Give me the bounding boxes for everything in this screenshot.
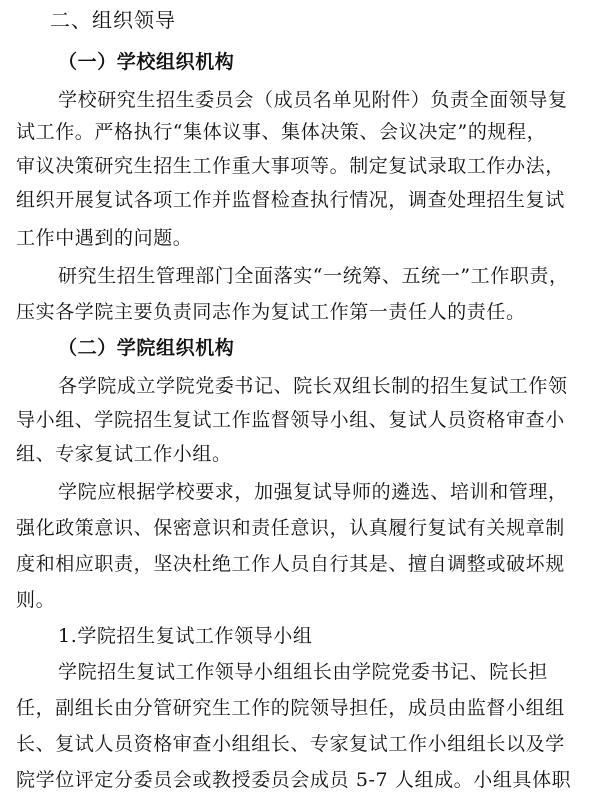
paragraph-line: 组织开展复试各项工作并监督检查执行情况，调查处理招生复试	[16, 189, 565, 211]
paragraph-line: 压实各学院主要负责同志作为复试工作第一责任人的责任。	[16, 301, 526, 323]
paragraph-line: 学院应根据学校要求，加强复试导师的遴选、培训和管理，	[58, 481, 568, 503]
paragraph-line: 学院招生复试工作领导小组组长由学院党委书记、院长担	[58, 661, 549, 683]
paragraph-line: 试工作。严格执行“集体议事、集体决策、会议决定”的规程，	[16, 121, 547, 143]
paragraph-line: 长、复试人员资格审查小组组长、专家复试工作小组组长以及学	[16, 733, 565, 755]
paragraph-line: 学校研究生招生委员会（成员名单见附件）负责全面领导复	[58, 89, 568, 111]
paragraph-line: 院学位评定分委员会或教授委员会成员 5-7 人组成。小组具体职	[16, 769, 572, 791]
subsection-heading-college: （二）学院组织机构	[58, 337, 235, 359]
paragraph-line: 各学院成立学院党委书记、院长双组长制的招生复试工作领	[58, 375, 568, 397]
paragraph-line: 研究生招生管理部门全面落实“一统筹、五统一”工作职责，	[58, 265, 569, 287]
section-heading: 二、组织领导	[50, 8, 176, 32]
paragraph-line: 工作中遇到的问题。	[16, 227, 193, 249]
item-heading: 1.学院招生复试工作领导小组	[58, 625, 313, 647]
paragraph-line: 度和相应职责，坚决杜绝工作人员自行其是、擅自调整或破坏规	[16, 553, 565, 575]
paragraph-line: 强化政策意识、保密意识和责任意识，认真履行复试有关规章制	[16, 517, 565, 539]
paragraph-line: 则。	[16, 589, 56, 611]
paragraph-line: 审议决策研究生招生工作重大事项等。制定复试录取工作办法，	[16, 155, 565, 177]
paragraph-line: 导小组、学院招生复试工作监督领导小组、复试人员资格审查小	[16, 409, 565, 431]
paragraph-line: 任，副组长由分管研究生工作的院领导担任，成员由监督小组组	[16, 697, 565, 719]
paragraph-line: 组、专家复试工作小组。	[16, 443, 232, 465]
subsection-heading-school: （一）学校组织机构	[58, 51, 235, 73]
